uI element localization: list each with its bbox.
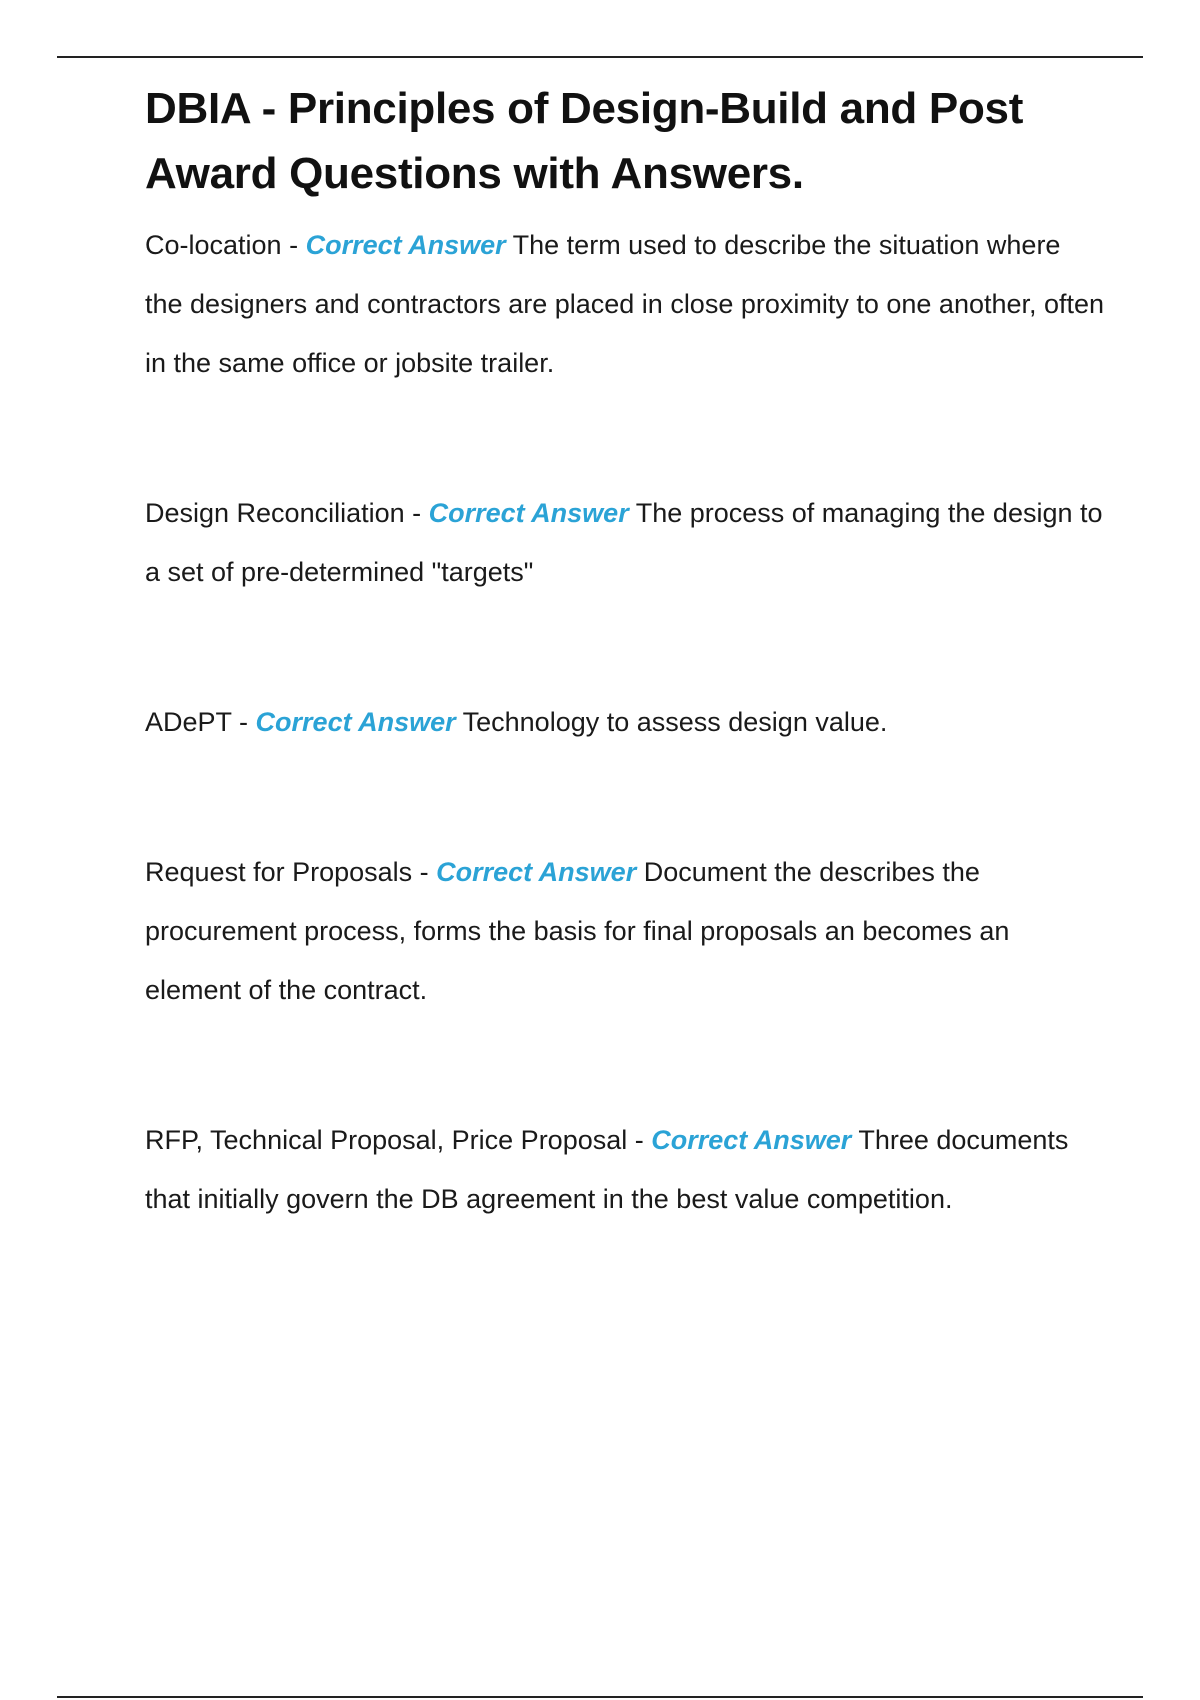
entry-term: Co-location — [145, 230, 282, 260]
qa-entry — [145, 843, 1105, 1020]
entry-separator: - — [412, 857, 437, 887]
qa-entry — [145, 693, 1105, 752]
entry-definition: Three documents that initially govern the DB agreement in the best value competition. — [145, 1125, 1069, 1214]
correct-answer-label: Correct Answer — [305, 230, 506, 260]
document-body — [145, 76, 1105, 1229]
entry-separator: - — [281, 230, 306, 260]
entry-separator: - — [627, 1125, 652, 1155]
entry-term: RFP, Technical Proposal, Price Proposal — [145, 1125, 628, 1155]
qa-entry — [145, 484, 1105, 602]
correct-answer-label: Correct Answer — [436, 857, 637, 887]
correct-answer-label: Correct Answer — [428, 498, 629, 528]
entry-definition: Technology to assess design value. — [462, 707, 888, 737]
entry-separator: - — [404, 498, 429, 528]
entry-definition: The term used to describe the situation where the designers and contractors are placed in close proximity to one another, often in the same office or jobsite trailer. — [145, 230, 1105, 378]
entry-definition: The process of managing the design to a set of pre-determined "targets" — [145, 498, 1103, 587]
entry-term: Request for Proposals — [145, 857, 413, 887]
correct-answer-label: Correct Answer — [651, 1125, 852, 1155]
qa-entry — [145, 216, 1105, 393]
entry-separator: - — [231, 707, 256, 737]
document-title: DBIA - Principles of Design-Build and Post Award Questions with Answers. — [145, 84, 1024, 198]
qa-entry — [145, 1111, 1105, 1229]
entry-definition: Document the describes the procurement process, forms the basis for final proposals an becomes an element of the contract. — [145, 857, 1010, 1005]
top-divider — [57, 56, 1143, 58]
entry-term: ADePT — [145, 707, 232, 737]
entry-term: Design Reconciliation — [145, 498, 405, 528]
correct-answer-label: Correct Answer — [255, 707, 456, 737]
bottom-divider — [57, 1696, 1143, 1698]
